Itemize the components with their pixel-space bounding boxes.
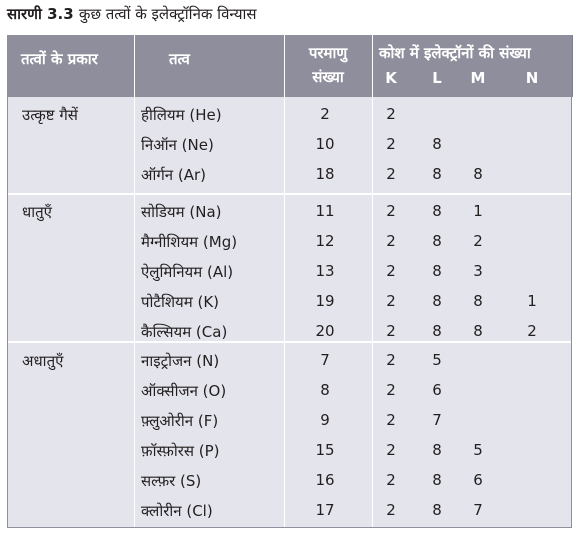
column-separator <box>134 97 135 527</box>
shell-l-count: 8 <box>432 262 442 280</box>
group-type: उत्कृष्ट गैसें <box>22 106 78 124</box>
shell-m-count: 1 <box>473 202 483 220</box>
atomic-number: 12 <box>315 232 335 250</box>
element-name: निऑन (Ne) <box>141 136 214 154</box>
group-type: धातुएँ <box>22 203 52 221</box>
shell-k-count: 2 <box>386 351 396 369</box>
element-name: ऐलुमिनियम (Al) <box>141 263 234 281</box>
header-shell-n: N <box>525 69 539 87</box>
atomic-number: 19 <box>315 292 335 310</box>
atomic-number: 2 <box>320 105 330 123</box>
shell-m-count: 2 <box>473 232 483 250</box>
caption-label: सारणी 3.3 <box>7 5 74 23</box>
shell-l-count: 6 <box>432 381 442 399</box>
element-name: ऑर्गन (Ar) <box>141 166 207 184</box>
shell-k-count: 2 <box>386 262 396 280</box>
shell-m-count: 7 <box>473 501 483 519</box>
shell-l-count: 8 <box>432 471 442 489</box>
header-shells-title: कोश में इलेक्ट्रॉनों की संख्या <box>379 44 531 62</box>
column-separator <box>284 97 285 527</box>
header-shell-k: K <box>385 69 397 87</box>
shell-l-count: 8 <box>432 232 442 250</box>
atomic-number: 8 <box>320 381 330 399</box>
shell-l-count: 8 <box>432 135 442 153</box>
electron-configuration-table <box>7 35 572 528</box>
table-header <box>7 35 573 97</box>
shell-k-count: 2 <box>386 322 396 340</box>
group-separator <box>8 193 571 195</box>
header-separator <box>372 35 373 97</box>
shell-m-count: 3 <box>473 262 483 280</box>
header-shell-m: M <box>470 69 486 87</box>
shell-n-count: 1 <box>527 292 537 310</box>
element-name: हीलियम (He) <box>141 106 222 124</box>
element-name: कैल्सियम (Ca) <box>141 323 228 341</box>
element-name: पोटैशियम (K) <box>141 293 220 311</box>
header-separator <box>134 35 135 97</box>
shell-k-count: 2 <box>386 292 396 310</box>
shell-k-count: 2 <box>386 411 396 429</box>
shell-l-count: 8 <box>432 441 442 459</box>
shell-k-count: 2 <box>386 501 396 519</box>
atomic-number: 16 <box>315 471 335 489</box>
caption-title: कुछ तत्वों के इलेक्ट्रॉनिक विन्यास <box>78 5 257 23</box>
shell-m-count: 6 <box>473 471 483 489</box>
group-separator <box>8 341 571 343</box>
shell-m-count: 8 <box>473 292 483 310</box>
element-name: मैग्नीशियम (Mg) <box>141 233 238 251</box>
header-atomic-number-2: संख्या <box>312 68 344 86</box>
header-atomic-number-1: परमाणु <box>308 44 348 62</box>
element-name: क्लोरीन (Cl) <box>141 502 213 520</box>
shell-l-count: 8 <box>432 202 442 220</box>
shell-l-count: 8 <box>432 501 442 519</box>
atomic-number: 15 <box>315 441 335 459</box>
column-separator <box>372 97 373 527</box>
element-name: फ़ॉस्फ़ोरस (P) <box>141 442 220 460</box>
element-name: सोडियम (Na) <box>141 203 222 221</box>
shell-k-count: 2 <box>386 471 396 489</box>
element-name: नाइट्रोजन (N) <box>141 352 220 370</box>
atomic-number: 18 <box>315 165 335 183</box>
atomic-number: 17 <box>315 501 335 519</box>
shell-l-count: 8 <box>432 165 442 183</box>
shell-k-count: 2 <box>386 441 396 459</box>
atomic-number: 20 <box>315 322 335 340</box>
atomic-number: 13 <box>315 262 335 280</box>
shell-l-count: 8 <box>432 292 442 310</box>
shell-k-count: 2 <box>386 105 396 123</box>
shell-l-count: 8 <box>432 322 442 340</box>
shell-m-count: 8 <box>473 322 483 340</box>
header-shell-l: L <box>432 69 442 87</box>
shell-k-count: 2 <box>386 135 396 153</box>
shell-k-count: 2 <box>386 202 396 220</box>
table-caption <box>7 4 257 24</box>
shell-m-count: 5 <box>473 441 483 459</box>
element-name: फ़्लुओरीन (F) <box>141 412 219 430</box>
atomic-number: 9 <box>320 411 330 429</box>
element-name: ऑक्सीजन (O) <box>141 382 227 400</box>
shell-l-count: 7 <box>432 411 442 429</box>
atomic-number: 11 <box>315 202 335 220</box>
shell-k-count: 2 <box>386 381 396 399</box>
shell-k-count: 2 <box>386 232 396 250</box>
header-element: तत्व <box>169 50 190 68</box>
atomic-number: 10 <box>315 135 335 153</box>
group-type: अधातुएँ <box>22 352 64 370</box>
shell-m-count: 8 <box>473 165 483 183</box>
atomic-number: 7 <box>320 351 330 369</box>
shell-l-count: 5 <box>432 351 442 369</box>
element-name: सल्फ़र (S) <box>141 472 202 490</box>
shell-n-count: 2 <box>527 322 537 340</box>
shell-k-count: 2 <box>386 165 396 183</box>
header-type: तत्वों के प्रकार <box>21 50 98 68</box>
header-separator <box>284 35 285 97</box>
